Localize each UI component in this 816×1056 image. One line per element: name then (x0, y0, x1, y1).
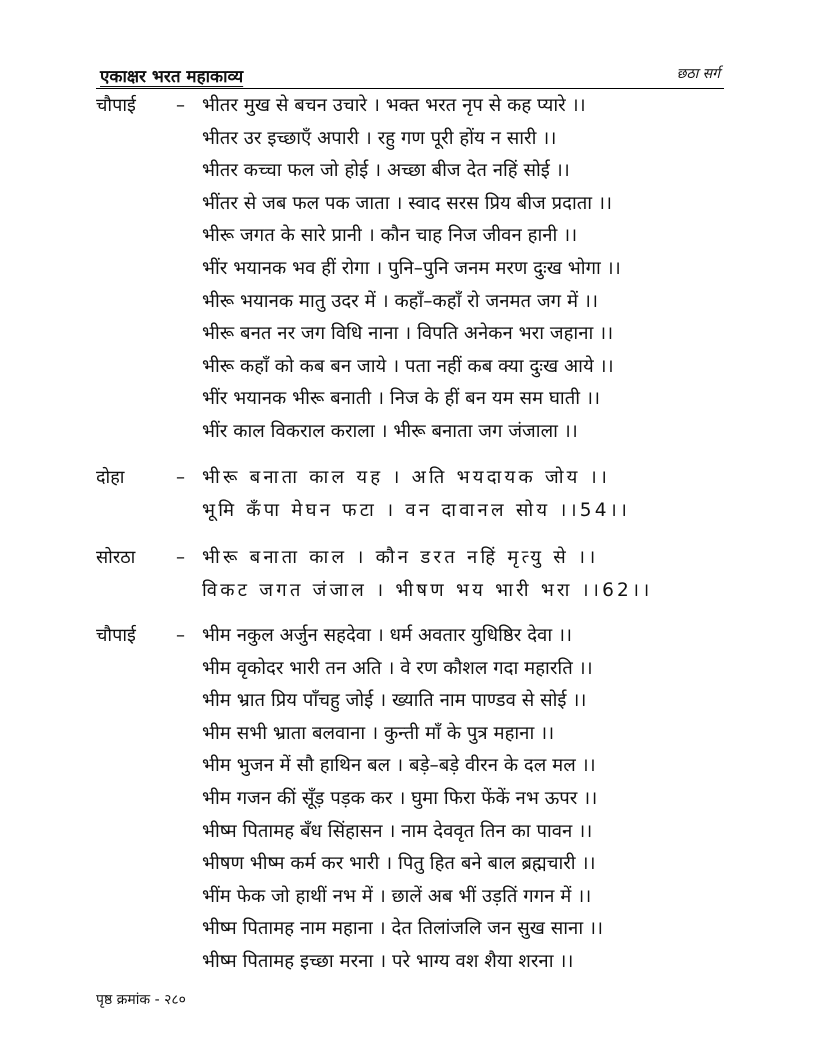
verse-line: भीषण भीष्म कर्म कर भारी । पितु हित बने बाल ब्रह्मचारी ।। (202, 853, 596, 875)
chapter-label: छठा सर्ग (676, 66, 720, 82)
verse-line: भीरू बनाता काल । कौन डरत नहिं मृत्यु से ।। (202, 547, 599, 568)
verse-line: विकट जगत जंजाल । भीषण भय भारी भरा ।।62।। (202, 579, 653, 601)
verse-line: भींर भयानक भीरू बनाती । निज के हीं बन यम सम घाती ।। (202, 388, 600, 410)
verse-line: भीतर उर इच्छाएँ अपारी । रहु गण पूरी होंय न सारी ।। (202, 127, 557, 149)
verse-line: भीम वृकोदर भारी तन अति । वे रण कौशल गदा महारति ।। (202, 657, 593, 679)
verse-line: भीम भुजन में सौ हाथिन बल । बड़े–बड़े वीरन के दल मल ।। (202, 755, 596, 777)
section-label: दोहा (96, 467, 125, 488)
verse-line: भीम भ्रात प्रिय पाँचहु जोई । ख्याति नाम पाण्डव से सोई ।। (202, 690, 587, 712)
verse-line: भीम नकुल अर्जुन सहदेवा । धर्म अवतार युधिष्ठिर देवा ।। (202, 625, 573, 646)
verse-line: भीष्म पितामह नाम महाना । देत तिलांजलि जन सुख साना ।। (202, 918, 604, 940)
verse-line: भीरू बनत नर जग विधि नाना । विपति अनेकन भरा जहाना ।। (202, 323, 614, 345)
page-number: पृष्ठ क्रमांक - २८० (96, 992, 186, 1008)
verse-line: भीम गजन कीं सूँड़ पड़क कर । घुमा फिरा फेंकें नभ ऊपर ।। (202, 787, 598, 809)
book-title: एकाक्षर भरत महाकाव्य (100, 67, 244, 87)
header-divider (96, 88, 724, 89)
verse-line: भीष्म पितामह इच्छा मरना । परे भाग्य वश शैया शरना ।। (202, 950, 574, 972)
verse-line: भींम फेक जो हाथीं नभ में । छालें अब भीं उड़तिं गगन में ।। (202, 885, 592, 907)
verse-line: भींर काल विकराल कराला । भीरू बनाता जग जंजाला ।। (202, 420, 578, 442)
verse-line: भींर भयानक भव हीं रोगा । पुनि–पुनि जनम मरण दुःख भोगा ।। (202, 257, 621, 279)
section-dash: – (176, 547, 185, 568)
verse-line: भूमि कँपा मेघन फटा । वन दावानल सोय ।।54।। (202, 499, 631, 521)
section-label: चौपाई (96, 95, 136, 116)
section-dash: – (176, 467, 185, 488)
verse-line: भीतर मुख से बचन उचारे । भक्त भरत नृप से कह प्यारे ।। (202, 95, 586, 116)
section-label: चौपाई (96, 625, 136, 646)
verse-line: भीरू भयानक मातु उदर में । कहाँ–कहाँ रो जनमत जग में ।। (202, 290, 598, 312)
section-dash: – (176, 95, 185, 116)
verse-line: भीम सभी भ्राता बलवाना । कुन्ती माँ के पुत्र महाना ।। (202, 722, 555, 744)
verse-line: भींतर से जब फल पक जाता । स्वाद सरस प्रिय बीज प्रदाता ।। (202, 192, 612, 214)
section-label: सोरठा (96, 547, 136, 568)
verse-line: भीष्म पितामह बँध सिंहासन । नाम देववृत तिन का पावन ।। (202, 820, 593, 842)
section-dash: – (176, 625, 185, 646)
verse-line: भीरू बनाता काल यह । अति भयदायक जोय ।। (202, 467, 611, 488)
verse-line: भीरू जगत के सारे प्रानी । कौन चाह निज जीवन हानी ।। (202, 225, 578, 247)
verse-line: भीतर कच्चा फल जो होई । अच्छा बीज देत नहिं सोई ।। (202, 160, 570, 182)
verse-line: भीरू कहाँ को कब बन जाये । पता नहीं कब क्या दुःख आये ।। (202, 355, 614, 377)
